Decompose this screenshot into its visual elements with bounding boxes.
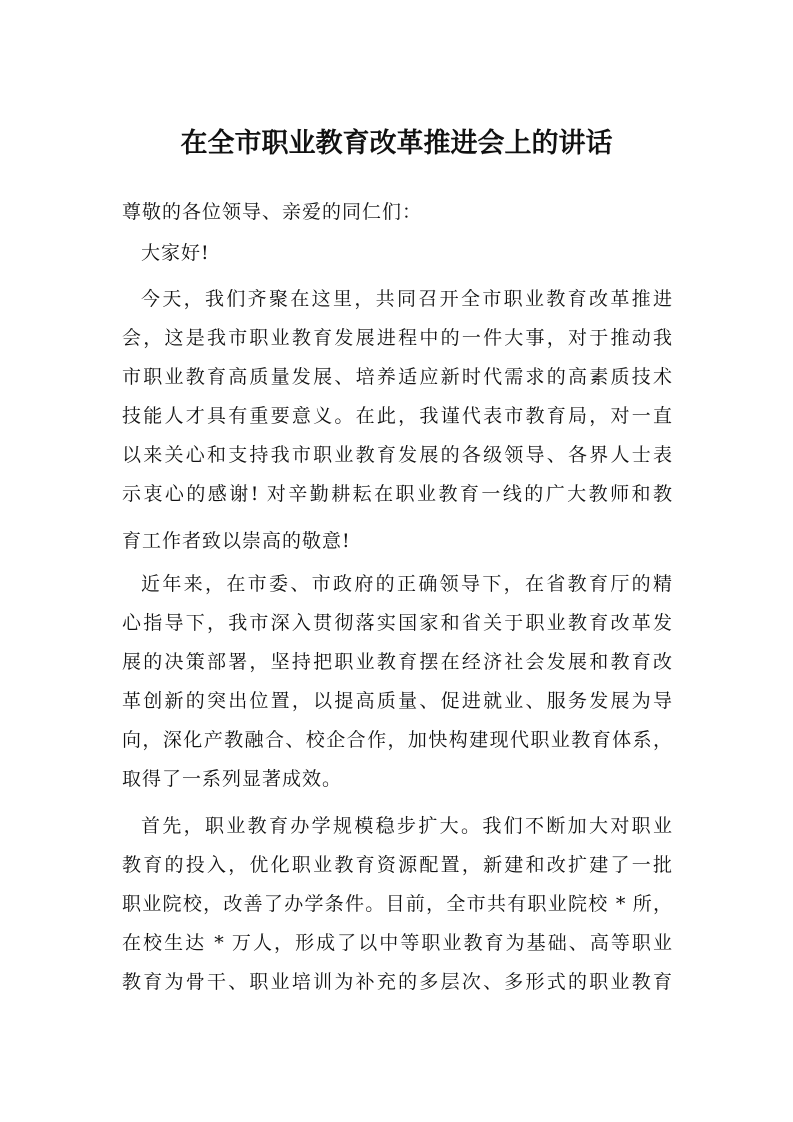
paragraph-3-line: 首先，职业教育办学规模稳步扩大。我们不断加大对职业 <box>141 815 672 837</box>
salutation: 尊敬的各位领导、亲爱的同仁们： <box>122 201 423 223</box>
paragraph-2-line: 革创新的突出位置，以提高质量、促进就业、服务发展为导 <box>122 690 672 712</box>
paragraph-1-line: 今天，我们齐聚在这里，共同召开全市职业教育改革推进 <box>141 288 672 310</box>
paragraph-3-line: 教育的投入，优化职业教育资源配置，新建和改扩建了一批 <box>122 854 672 876</box>
paragraph-3-line: 教育为骨干、职业培训为补充的多层次、多形式的职业教育 <box>122 971 672 993</box>
paragraph-1-line: 育工作者致以崇高的敬意! <box>122 530 351 552</box>
paragraph-1-line: 会，这是我市职业教育发展进程中的一件大事，对于推动我 <box>122 327 672 349</box>
greeting: 大家好! <box>141 242 210 264</box>
paragraph-2-line: 心指导下，我市深入贯彻落实国家和省关于职业教育改革发 <box>122 612 672 634</box>
paragraph-1-line: 示衷心的感谢! 对辛勤耕耘在职业教育一线的广大教师和教 <box>122 483 672 505</box>
paragraph-3-line: 职业院校，改善了办学条件。目前，全市共有职业院校 * 所， <box>122 893 672 915</box>
paragraph-1-line: 技能人才具有重要意义。在此，我谨代表市教育局，对一直 <box>122 405 672 427</box>
paragraph-1-line: 市职业教育高质量发展、培养适应新时代需求的高素质技术 <box>122 366 672 388</box>
paragraph-2-line: 近年来，在市委、市政府的正确领导下，在省教育厅的精 <box>141 573 672 595</box>
paragraph-3-line: 在校生达 * 万人，形成了以中等职业教育为基础、高等职业 <box>122 932 672 954</box>
paragraph-2-line: 向，深化产教融合、校企合作，加快构建现代职业教育体系， <box>122 729 672 751</box>
paragraph-2-line: 展的决策部署，坚持把职业教育摆在经济社会发展和教育改 <box>122 651 672 673</box>
paragraph-1-line: 以来关心和支持我市职业教育发展的各级领导、各界人士表 <box>122 444 672 466</box>
paragraph-2-line: 取得了一系列显著成效。 <box>122 768 343 790</box>
document-title: 在全市职业教育改革推进会上的讲话 <box>180 128 613 159</box>
